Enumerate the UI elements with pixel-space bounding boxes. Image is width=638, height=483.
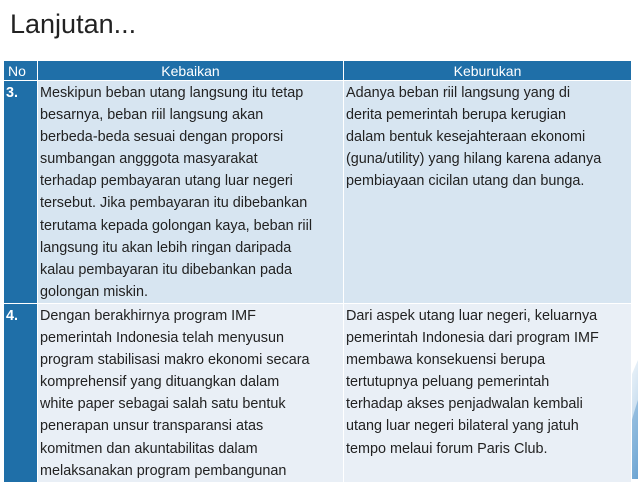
slide-title: Lanjutan... [10,9,137,39]
cell-line: besarnya, beban riil langsung akan [40,107,264,124]
table-header-row [4,61,632,81]
header-no: No [4,61,38,81]
table-row [4,81,632,304]
cell-line: langsung itu akan lebih ringan daripada [40,239,292,256]
cell-line: sumbangan angggota masyarakat [40,151,258,168]
cell-line: golongan miskin. [40,283,148,300]
cell-line: tertutupnya peluang pemerintah [346,374,550,391]
cell-line: dalam bentuk kesejahteraan ekonomi [346,129,586,146]
cell-line: pemerintah Indonesia dari program IMF [346,330,599,347]
cell-line: terhadap akses penjadwalan kembali [346,396,583,413]
cell-line: pemerintah Indonesia telah menyusun [40,330,285,347]
row-number: 4. [4,303,38,482]
cell-line: terhadap pembayaran utang luar negeri [40,173,293,190]
cell-line: tempo melaui forum Paris Club. [346,440,548,457]
keburukan-cell [344,303,632,482]
table-row [4,303,632,482]
kebaikan-cell [38,303,344,482]
cell-line: tersebut. Jika pembayaran itu dibebankan [40,195,308,212]
cell-line: membawa konsekuensi berupa [346,352,546,369]
cell-line: Adanya beban riil langsung yang di [346,85,571,101]
cell-line: pembiayaan cicilan utang dan bunga. [346,173,585,190]
header-keburukan: Keburukan [344,61,632,81]
cell-line: berbeda-beda sesuai dengan proporsi [40,129,284,146]
cell-line: komitmen dan akuntabilitas dalam [40,440,258,457]
cell-line: derita pemerintah berupa kerugian [346,107,566,124]
comparison-table [3,60,632,483]
cell-line: kalau pembayaran itu dibebankan pada [40,261,293,278]
cell-line: melaksanakan program pembangunan [40,462,287,479]
cell-line: terutama kepada golongan kaya, beban riil [40,217,313,234]
cell-line: utang luar negeri bilateral yang jatuh [346,418,579,435]
kebaikan-cell [38,81,344,304]
cell-line: Dari aspek utang luar negeri, keluarnya [346,307,598,324]
cell-line: (guna/utility) yang hilang karena adanya [346,151,602,168]
cell-line: program stabilisasi makro ekonomi secara [40,352,310,369]
row-number: 3. [4,81,38,304]
cell-line: white paper sebagai salah satu bentuk [40,396,286,413]
keburukan-cell [344,81,632,304]
cell-line: penerapan unsur transparansi atas [40,418,264,435]
cell-line: komprehensif yang dituangkan dalam [40,374,280,391]
cell-line: Dengan berakhirnya program IMF [40,307,256,324]
cell-line: Meskipun beban utang langsung itu tetap [40,85,304,101]
header-kebaikan: Kebaikan [38,61,344,81]
